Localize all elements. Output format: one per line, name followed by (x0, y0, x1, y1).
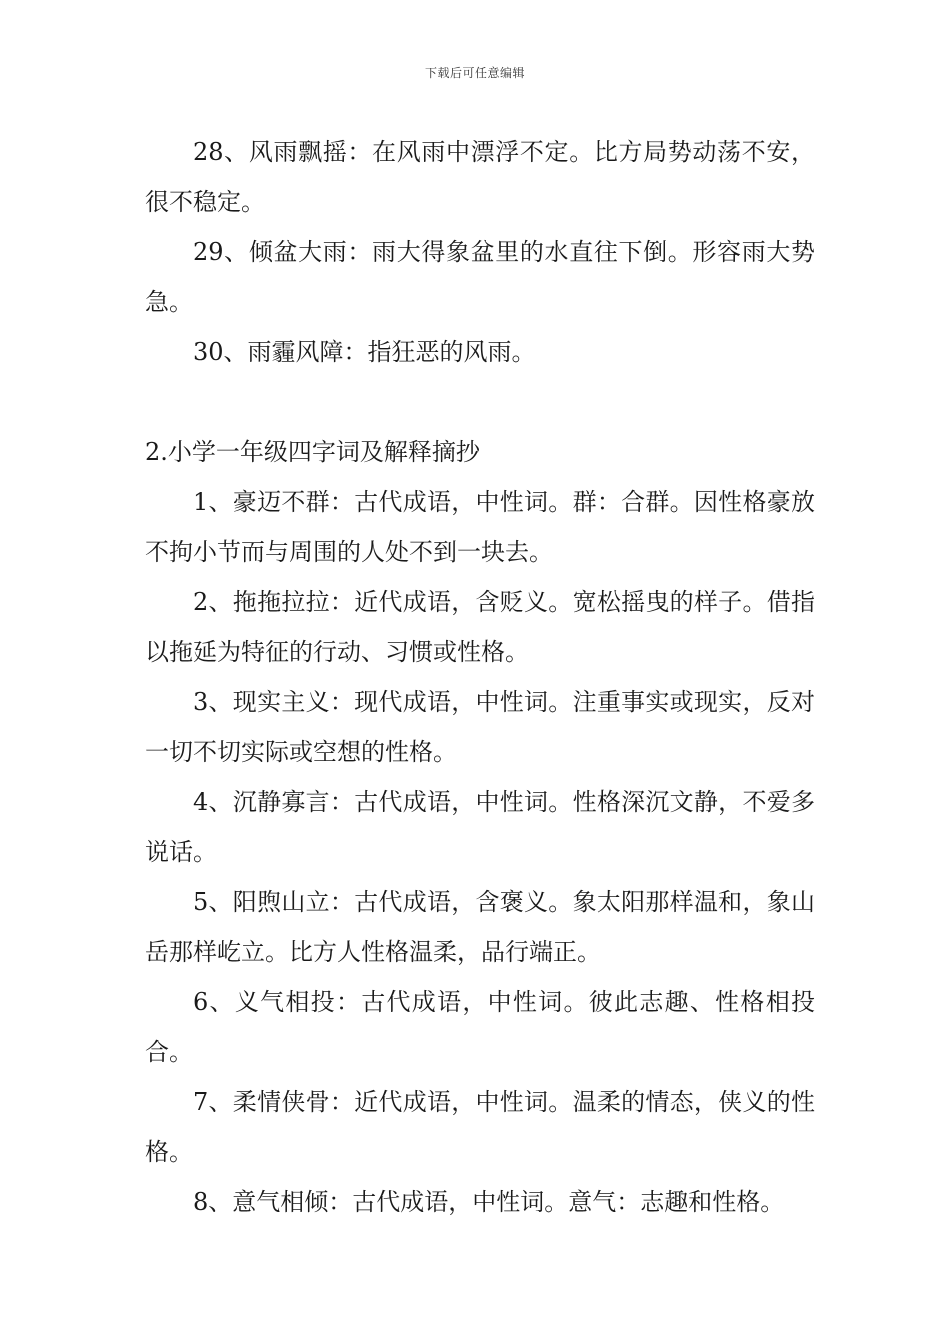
entry-1: 1、豪迈不群：古代成语，中性词。群：合群。因性格豪放不拘小节而与周围的人处不到一块去。 (145, 488, 815, 566)
document-body (145, 127, 815, 1227)
entry-30: 30、雨霾风障：指狂恶的风雨。 (193, 338, 536, 366)
entry-4: 4、沉静寡言：古代成语，中性词。性格深沉文静，不爱多说话。 (145, 788, 815, 866)
entry-7: 7、柔情侠骨：近代成语，中性词。温柔的情态，侠义的性格。 (145, 1088, 815, 1166)
entry-5: 5、阳煦山立：古代成语，含褒义。象太阳那样温和，象山岳那样屹立。比方人性格温柔，品行端正。 (145, 888, 815, 966)
section-heading: 2.小学一年级四字词及解释摘抄 (145, 438, 480, 466)
entry-29: 29、倾盆大雨：雨大得象盆里的水直往下倒。形容雨大势急。 (145, 238, 815, 316)
entry-28: 28、风雨飘摇：在风雨中漂浮不定。比方局势动荡不安，很不稳定。 (145, 138, 815, 216)
entry-6: 6、义气相投：古代成语，中性词。彼此志趣、性格相投合。 (145, 988, 815, 1066)
entry-3: 3、现实主义：现代成语，中性词。注重事实或现实，反对一切不切实际或空想的性格。 (145, 688, 815, 766)
page-header: 下载后可任意编辑 (424, 66, 525, 80)
entry-8: 8、意气相倾：古代成语，中性词。意气：志趣和性格。 (193, 1188, 785, 1216)
entry-2: 2、拖拖拉拉：近代成语，含贬义。宽松摇曳的样子。借指以拖延为特征的行动、习惯或性格。 (145, 588, 815, 666)
